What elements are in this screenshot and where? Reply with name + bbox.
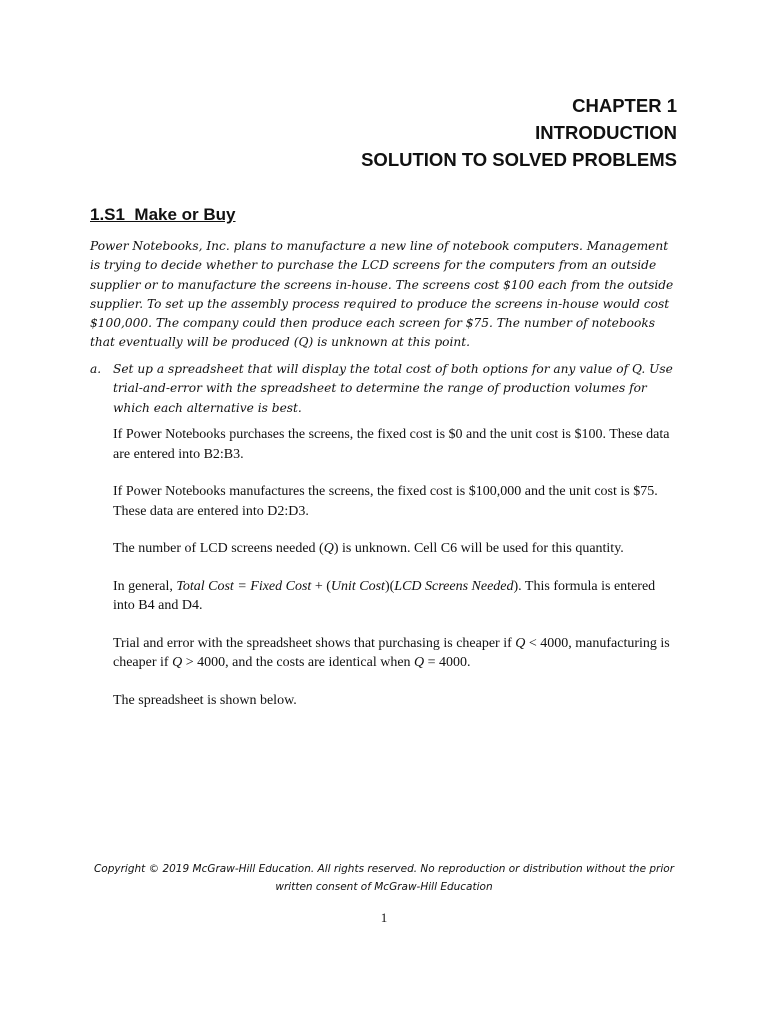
copyright-line-2: written consent of McGraw-Hill Education: [275, 881, 493, 893]
chapter-subtitle: SOLUTION TO SOLVED PROBLEMS: [361, 149, 677, 170]
chapter-title: INTRODUCTION: [535, 122, 677, 143]
chapter-number: CHAPTER 1: [572, 95, 677, 116]
copyright-line-1: Copyright © 2019 McGraw-Hill Education. All rights reserved. No reproduction or distribution without the prior: [93, 863, 675, 875]
copyright-footer: [90, 860, 678, 896]
solution-body: [113, 425, 678, 728]
solution-paragraph-formula: In general, Total Cost = Fixed Cost + (Unit Cost)(LCD Screens Needed). This formula is entered into B4 and D4.: [113, 578, 656, 613]
solution-paragraph-spreadsheet: The spreadsheet is shown below.: [113, 692, 297, 708]
part-a-text: Set up a spreadsheet that will display the total cost of both options for any value of Q. Use trial-and-error with the spreadsheet to determine the range of production volumes for which each alternative is best.: [113, 362, 673, 415]
part-a-letter: a.: [90, 362, 102, 376]
solution-paragraph-manufacture: If Power Notebooks manufactures the screens, the fixed cost is $100,000 and the unit cost is $75. These data are entered into D2:D3.: [113, 484, 658, 519]
chapter-header: [361, 92, 677, 173]
page-number: 1: [380, 910, 388, 925]
solution-paragraph-result: Trial and error with the spreadsheet shows that purchasing is cheaper if Q < 4000, manufacturing is cheaper if Q > 4000, and the costs are identical when Q = 4000.: [113, 635, 670, 670]
part-a: [90, 360, 680, 418]
solution-paragraph-purchase: If Power Notebooks purchases the screens, the fixed cost is $0 and the unit cost is $100. These data are entered into B2:B3.: [113, 427, 670, 462]
problem-statement: Power Notebooks, Inc. plans to manufacture a new line of notebook computers. Management is trying to decide whether to purchase the LCD screens for the computers from an outside supplier or to manufacture the screens in-house. The screens cost $100 each from the outside supplier. To set up the assembly process required to produce the screens in-house would cost $100,000. The company could then produce each screen for $75. The number of notebooks that eventually will be produced (Q) is unknown at this point.: [90, 239, 674, 350]
solution-paragraph-quantity: The number of LCD screens needed (Q) is unknown. Cell C6 will be used for this quantity.: [113, 541, 624, 556]
section-heading: 1.S1 Make or Buy: [90, 205, 236, 224]
